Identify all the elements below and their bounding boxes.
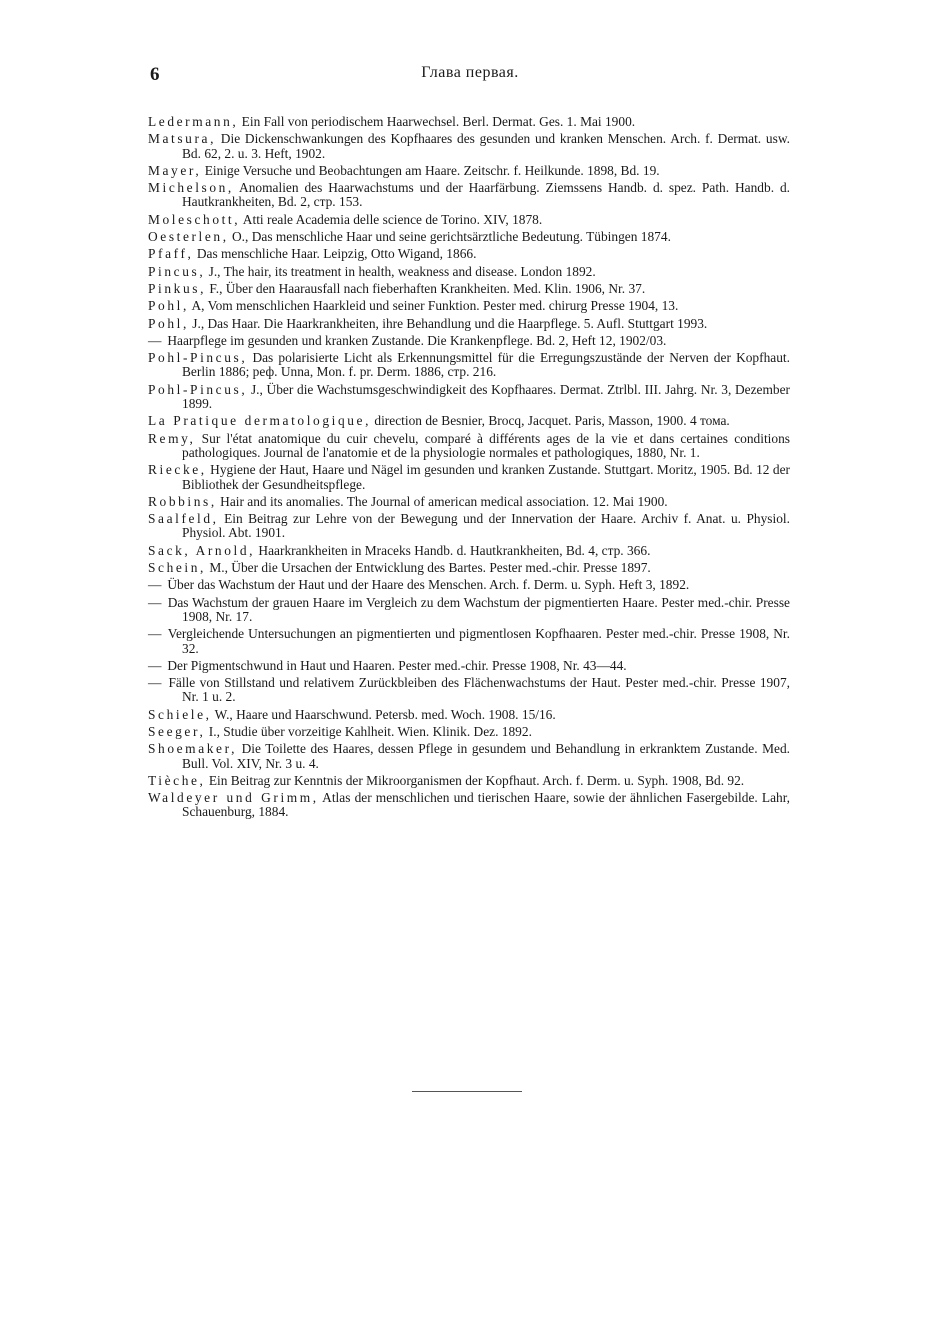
entry-author: Waldeyer und Grimm, [148, 790, 319, 806]
entry-text: Die Dickenschwankungen des Kopfhaares des gesunden und kranken Menschen. Arch. f. Dermat. usw. Bd. 62, 2. u. 3. Heft, 1902. [182, 131, 790, 161]
bibliography-entry [148, 725, 790, 739]
entry-text: Hygiene der Haut, Haare und Nägel im gesunden und kranken Zustande. Stuttgart. Moritz, 1905. Bd. 12 der Bibliothek der Gesundheitspflege. [182, 462, 790, 492]
bibliography-entry [148, 627, 790, 656]
bibliography-entry [148, 351, 790, 380]
bibliography-entry [148, 432, 790, 461]
entry-author: Moleschott, [148, 211, 241, 227]
entry-author: Pfaff, [148, 246, 194, 262]
entry-author: Pohl, [148, 298, 189, 314]
bibliography-entry [148, 561, 790, 575]
bibliography-entry [148, 463, 790, 492]
entry-author: Saalfeld, [148, 511, 219, 527]
entry-text: Einige Versuche und Beobachtungen am Haare. Zeitschr. f. Heilkunde. 1898, Bd. 19. [201, 162, 660, 178]
bibliography-entry [148, 742, 790, 771]
entry-author: — [148, 594, 164, 610]
bibliography-entry [148, 299, 790, 313]
entry-author: Pohl-Pincus, [148, 350, 248, 366]
bibliography-entry [148, 544, 790, 558]
entry-text: Die Toilette des Haares, dessen Pflege in gesundem und Behandlung in erkranktem Zustande. Med. Bull. Vol. XIV, Nr. 3 u. 4. [182, 741, 790, 771]
entry-author: Pohl-Pincus, [148, 381, 248, 397]
entry-author: Remy, [148, 430, 196, 446]
entry-author: Oesterlen, [148, 229, 229, 245]
bibliography-entry [148, 676, 790, 705]
entry-text: Ein Beitrag zur Lehre von der Bewegung und der Innervation der Haare. Archiv f. Anat. u. Physiol. Physiol. Abt. 1901. [182, 511, 790, 541]
entry-text: Hair and its anomalies. The Journal of american medical association. 12. Mai 1900. [216, 493, 668, 509]
entry-author: Seeger, [148, 723, 206, 739]
entry-author: — [148, 657, 164, 673]
entry-author: — [148, 332, 164, 348]
entry-author: Pinkus, [148, 280, 207, 296]
entry-author: Matsura, [148, 131, 217, 147]
bibliography-entry [148, 164, 790, 178]
entry-text: Ein Beitrag zur Kenntnis der Mikroorganismen der Kopfhaut. Arch. f. Derm. u. Syph. 1908, Bd. 92. [205, 772, 745, 788]
entry-text: J., The hair, its treatment in health, weakness and disease. London 1892. [205, 263, 596, 279]
entry-text: Das menschliche Haar. Leipzig, Otto Wigand, 1866. [193, 246, 477, 262]
entry-text: O., Das menschliche Haar und seine gerichtsärztliche Bedeutung. Tübingen 1874. [228, 229, 671, 245]
bibliography-entry [148, 247, 790, 261]
bibliography-entry [148, 659, 790, 673]
entry-author: Michelson, [148, 180, 234, 196]
end-rule [412, 1091, 522, 1092]
entry-text: Das Wachstum der grauen Haare im Vergleich zu dem Wachstum der pigmentierten Haare. Pester med.-chir. Presse 1908, Nr. 17. [164, 594, 790, 624]
bibliography-entry [148, 791, 790, 820]
entry-text: F., Über den Haarausfall nach fieberhaften Krankheiten. Med. Klin. 1906, Nr. 37. [206, 280, 646, 296]
entry-text: Atti reale Academia delle science de Torino. XIV, 1878. [240, 211, 543, 227]
bibliography-entry [148, 265, 790, 279]
entry-author: — [148, 675, 164, 691]
entry-author: Schiele, [148, 706, 212, 722]
bibliography-entry [148, 181, 790, 210]
entry-author: Tièche, [148, 772, 206, 788]
bibliography-entry [148, 132, 790, 161]
entry-text: J., Das Haar. Die Haarkrankheiten, ihre Behandlung und die Haarpflege. 5. Aufl. Stuttgart 1993. [188, 315, 708, 331]
entry-author: Pincus, [148, 263, 206, 279]
bibliography-entry [148, 334, 790, 348]
entry-text: Haarpflege im gesunden und kranken Zustande. Die Krankenpflege. Bd. 2, Heft 12, 1902/03. [164, 332, 667, 348]
entry-text: M., Über die Ursachen der Entwicklung des Bartes. Pester med.-chir. Presse 1897. [206, 560, 651, 576]
running-title: Глава первая. [421, 64, 519, 81]
entry-author: Pohl, [148, 315, 189, 331]
entry-text: W., Haare und Haarschwund. Petersb. med. Woch. 1908. 15/16. [211, 706, 556, 722]
bibliography-list [148, 115, 790, 823]
entry-author: — [148, 577, 164, 593]
entry-author: Mayer, [148, 162, 202, 178]
entry-text: I., Studie über vorzeitige Kahlheit. Wien. Klinik. Dez. 1892. [205, 723, 532, 739]
page-number: 6 [150, 64, 160, 85]
entry-text: Über das Wachstum der Haut und der Haare des Menschen. Arch. f. Derm. u. Syph. Heft 3, 1892. [164, 577, 690, 593]
entry-text: Der Pigmentschwund in Haut und Haaren. Pester med.-chir. Presse 1908, Nr. 43—44. [164, 657, 627, 673]
entry-author: Riecke, [148, 462, 207, 478]
entry-author: — [148, 626, 164, 642]
entry-text: Ein Fall von periodischem Haarwechsel. Berl. Dermat. Ges. 1. Mai 1900. [238, 114, 636, 129]
entry-author: Sack, Arnold, [148, 542, 256, 558]
entry-text: Das polarisierte Licht als Erkennungsmittel für die Erregungszustände der Nerven der Kopfhaut. Berlin 1886; реф. Unna, Mon. f. pr. Derm. 1886, стр. 216. [182, 350, 790, 380]
entry-author: Shoemaker, [148, 741, 238, 757]
entry-author: Ledermann, [148, 114, 239, 129]
bibliography-entry [148, 213, 790, 227]
entry-text: Atlas der menschlichen und tierischen Haare, sowie der ähnlichen Fasergebilde. Lahr, Schauenburg, 1884. [182, 790, 790, 820]
bibliography-entry [148, 230, 790, 244]
entry-text: A, Vom menschlichen Haarkleid und seiner Funktion. Pester med. chirurg Presse 1904, 13. [188, 298, 679, 314]
entry-text: Sur l'état anatomique du cuir chevelu, comparé à différents ages de la vie et dans certaines conditions pathologiques. Journal de l'anatomie et de la physiologie normales et pathologiques, 1880, Nr. 1. [182, 430, 790, 460]
bibliography-entry [148, 578, 790, 592]
entry-author: Robbins, [148, 493, 217, 509]
entry-text: Fälle von Stillstand und relativem Zurückbleiben des Flächenwachstums der Haut. Pester med.-chir. Presse 1907, Nr. 1 u. 2. [164, 675, 790, 705]
bibliography-entry [148, 115, 790, 129]
bibliography-entry [148, 708, 790, 722]
entry-author: Schein, [148, 560, 206, 576]
entry-text: J., Über die Wachstumsgeschwindigkeit des Kopfhaares. Dermat. Ztrlbl. III. Jahrg. Nr. 3, Dezember 1899. [182, 381, 790, 412]
entry-author: La Pratique dermatologique, [148, 413, 372, 429]
entry-text: Vergleichende Untersuchungen an pigmentierten und pigmentlosen Kopfhaaren. Pester med.-chir. Presse 1908, Nr. 32. [164, 626, 790, 656]
bibliography-entry [148, 596, 790, 625]
bibliography-entry [148, 495, 790, 509]
entry-text: Haarkrankheiten in Mraceks Handb. d. Hautkrankheiten, Bd. 4, стр. 366. [255, 542, 651, 558]
bibliography-entry [148, 317, 790, 331]
bibliography-entry [148, 383, 790, 412]
bibliography-entry [148, 774, 790, 788]
page-header [150, 64, 790, 88]
entry-text: direction de Besnier, Brocq, Jacquet. Paris, Masson, 1900. 4 тома. [371, 413, 730, 429]
bibliography-entry [148, 282, 790, 296]
bibliography-entry [148, 414, 790, 428]
entry-text: Anomalien des Haarwachstums und der Haarfärbung. Ziemssens Handb. d. spez. Path. Handb. d. Hautkrankheiten, Bd. 2, стр. 153. [182, 180, 790, 210]
bibliography-entry [148, 512, 790, 541]
